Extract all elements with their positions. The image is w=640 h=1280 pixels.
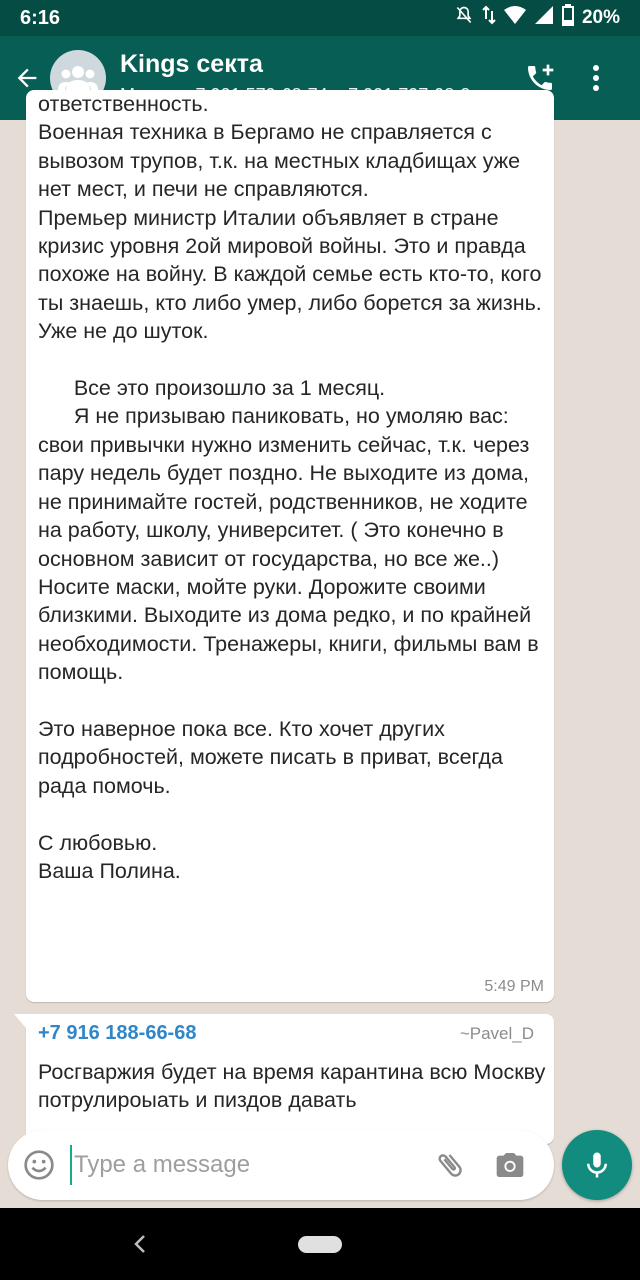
- sender-alias: ~Pavel_D: [459, 1024, 534, 1043]
- data-arrows-icon: [482, 5, 496, 31]
- battery-icon: [562, 4, 574, 32]
- wifi-icon: [504, 5, 526, 31]
- signal-icon: [534, 5, 554, 31]
- emoji-button[interactable]: [8, 1130, 70, 1200]
- message-bubble[interactable]: [26, 1014, 554, 1144]
- status-time: 6:16: [20, 6, 61, 29]
- nav-home-button[interactable]: [298, 1236, 342, 1253]
- emoji-icon: [23, 1149, 55, 1181]
- chevron-left-icon: [133, 1233, 147, 1255]
- message-bubble[interactable]: [26, 90, 554, 1002]
- back-arrow-icon: [13, 64, 41, 92]
- nav-back-button[interactable]: [120, 1226, 160, 1262]
- message-composer: [8, 1130, 554, 1200]
- mute-icon: [454, 5, 474, 31]
- attach-icon: [434, 1149, 466, 1181]
- mic-icon: [582, 1150, 612, 1180]
- message-text: ответственность. Военная техника в Бергамо не справляется с вывозом трупов, т.к. на местных кладбищах уже нет мест, и печи не справляются. Премьер министр Италии объявляет в стране кризис уровня 2ой мировой войны. Это и правда похоже на войну. В каждой семье есть кто-то, кого ты знаешь, кто либо умер, либо борется за жизнь. Уже не до шуток. Все это произошло за 1 месяц. Я не призываю паниковать, но умоляю вас: свои привычки нужно изменить сейчас, т.к. через пару недель будет поздно. Не выходите из дома, не принимайте гостей, родственников, не ходите на работу, школу, университет. ( Это конечно в основном зависит от государства, но все же..) Носите маски, мойте руки. Дорожите своими близкими. Выходите из дома редко, и по крайней необходимости. Тренажеры, книги, фильмы вам в помощь. Это наверное пока все. Кто хочет других подробностей, можете писать в приват, всегда рада помочь. С любовью. Ваша Полина.: [38, 92, 542, 883]
- message-text: Росгваржия будет на время карантина всю Москву потрулироыать и пиздов давать: [38, 1060, 552, 1113]
- more-options-button[interactable]: [568, 36, 624, 120]
- attach-button[interactable]: [420, 1130, 480, 1200]
- chat-area[interactable]: [0, 92, 640, 1130]
- chat-title: Kings секта: [120, 50, 263, 78]
- message-time: 5:49 PM: [484, 978, 544, 995]
- camera-icon: [494, 1149, 526, 1181]
- status-bar: [0, 0, 640, 36]
- system-nav-bar: [0, 1208, 640, 1280]
- voice-record-button[interactable]: [562, 1130, 632, 1200]
- more-vert-icon: [592, 64, 600, 92]
- message-sender[interactable]: +7 916 188-66-68: [38, 1022, 197, 1044]
- group-avatar-icon: [58, 63, 98, 93]
- camera-button[interactable]: [480, 1130, 540, 1200]
- message-input[interactable]: [70, 1145, 420, 1185]
- battery-level: 20%: [581, 7, 620, 28]
- status-icons: [454, 4, 620, 32]
